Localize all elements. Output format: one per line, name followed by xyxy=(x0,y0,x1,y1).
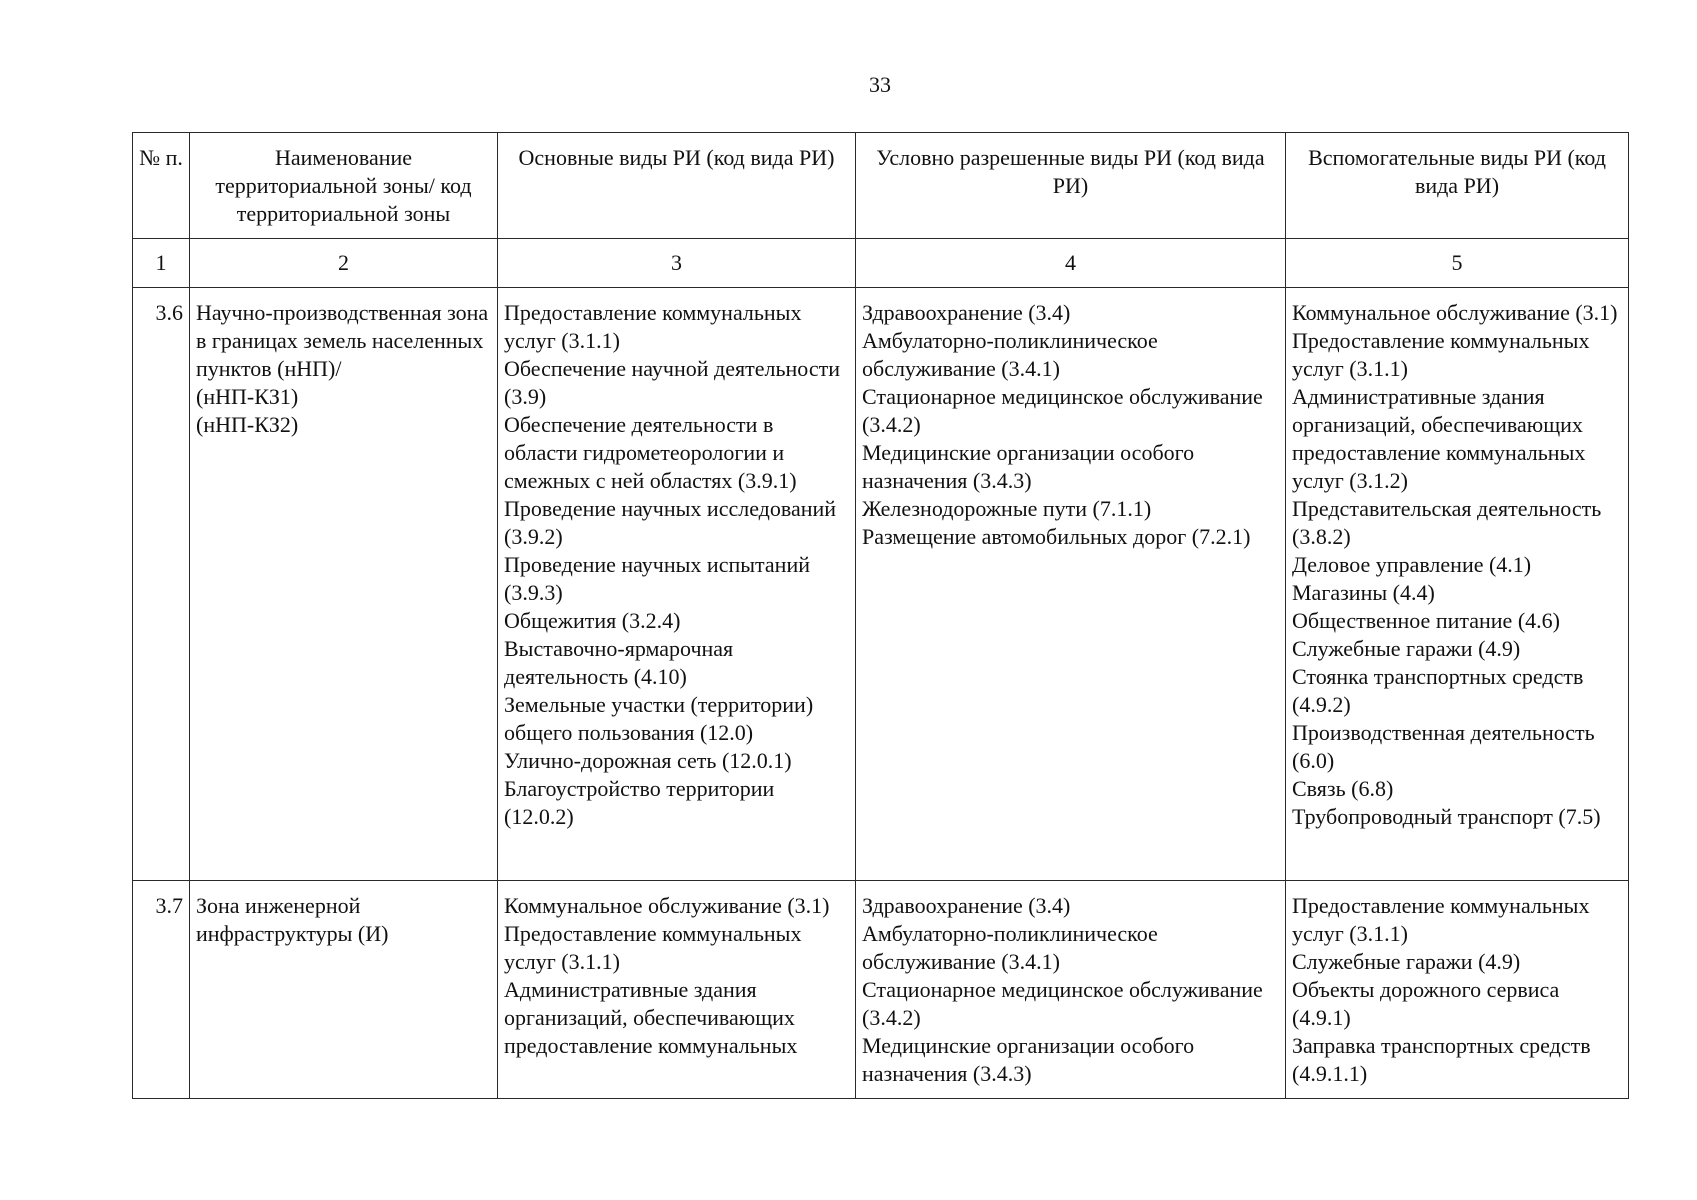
auxiliary-uses-cell xyxy=(1286,881,1629,1099)
header-main-uses: Основные виды РИ (код вида РИ) xyxy=(498,133,856,239)
main-uses-cell xyxy=(498,881,856,1099)
cell-entry: Проведение научных исследований (3.9.2) xyxy=(504,496,837,549)
column-number: 4 xyxy=(856,239,1286,288)
cell-entry: Зона инженерной инфраструктуры (И) xyxy=(196,893,389,946)
cell-entry: Представительская деятельность (3.8.2) xyxy=(1292,496,1602,549)
cell-entry: Здравоохранение (3.4) xyxy=(862,300,1071,325)
cell-entry: Предоставление коммунальных услуг (3.1.1) xyxy=(504,300,802,353)
cell-entry: Научно-производственная зона в границах земель населенных пунктов (нНП)/ xyxy=(196,300,489,381)
cell-entry: Выставочно-ярмарочная деятельность (4.10) xyxy=(504,636,734,689)
cell-entry: Медицинские организации особого назначения (3.4.3) xyxy=(862,440,1195,493)
row-number: 3.7 xyxy=(133,881,190,1099)
cell-entry: Общежития (3.2.4) xyxy=(504,608,681,633)
column-number: 5 xyxy=(1286,239,1629,288)
cell-entry: Земельные участки (территории) общего пользования (12.0) xyxy=(504,692,814,745)
conditional-uses-cell xyxy=(856,881,1286,1099)
cell-entry: Амбулаторно-поликлиническое обслуживание (3.4.1) xyxy=(862,921,1158,974)
conditional-uses-cell xyxy=(856,288,1286,881)
header-conditional-uses: Условно разрешенные виды РИ (код вида РИ) xyxy=(856,133,1286,239)
cell-entry: Трубопроводный транспорт (7.5) xyxy=(1292,804,1601,829)
row-number: 3.6 xyxy=(133,288,190,881)
auxiliary-uses-cell xyxy=(1286,288,1629,881)
header-zone-name: Наименование территориальной зоны/ код территориальной зоны xyxy=(190,133,498,239)
cell-entry: Административные здания организаций, обеспечивающих предоставление коммунальных услуг (3.1.2) xyxy=(1292,384,1586,493)
cell-entry: Обеспечение деятельности в области гидрометеорологии и смежных с ней областях (3.9.1) xyxy=(504,412,797,493)
page-number: 33 xyxy=(869,72,891,97)
column-number: 2 xyxy=(190,239,498,288)
cell-entry: Деловое управление (4.1) xyxy=(1292,552,1532,577)
cell-entry: Благоустройство территории (12.0.2) xyxy=(504,776,775,829)
cell-entry: Медицинские организации особого назначения (3.4.3) xyxy=(862,1033,1195,1086)
header-number: № п. xyxy=(133,133,190,239)
cell-entry: Здравоохранение (3.4) xyxy=(862,893,1071,918)
cell-entry: Общественное питание (4.6) xyxy=(1292,608,1560,633)
cell-entry: Обеспечение научной деятельности (3.9) xyxy=(504,356,840,409)
cell-entry: Коммунальное обслуживание (3.1) xyxy=(504,893,830,918)
cell-entry: Стационарное медицинское обслуживание (3.4.2) xyxy=(862,977,1263,1030)
cell-entry: Заправка транспортных средств (4.9.1.1) xyxy=(1292,1033,1591,1086)
cell-entry: Связь (6.8) xyxy=(1292,776,1394,801)
cell-entry: Служебные гаражи (4.9) xyxy=(1292,949,1521,974)
cell-entry: Предоставление коммунальных услуг (3.1.1) xyxy=(504,921,802,974)
cell-entry: Улично-дорожная сеть (12.0.1) xyxy=(504,748,792,773)
cell-entry: Амбулаторно-поликлиническое обслуживание (3.4.1) xyxy=(862,328,1158,381)
zone-name-cell xyxy=(190,288,498,881)
cell-entry: Коммунальное обслуживание (3.1) xyxy=(1292,300,1618,325)
cell-entry: Служебные гаражи (4.9) xyxy=(1292,636,1521,661)
cell-entry: Объекты дорожного сервиса (4.9.1) xyxy=(1292,977,1560,1030)
table-header-row xyxy=(133,133,1629,239)
header-auxiliary-uses: Вспомогательные виды РИ (код вида РИ) xyxy=(1286,133,1629,239)
column-number: 1 xyxy=(133,239,190,288)
cell-entry: Проведение научных испытаний (3.9.3) xyxy=(504,552,810,605)
cell-entry: Стационарное медицинское обслуживание (3.4.2) xyxy=(862,384,1263,437)
cell-entry: Стоянка транспортных средств (4.9.2) xyxy=(1292,664,1584,717)
cell-entry: Предоставление коммунальных услуг (3.1.1) xyxy=(1292,328,1590,381)
cell-entry: Производственная деятельность (6.0) xyxy=(1292,720,1595,773)
cell-entry: Предоставление коммунальных услуг (3.1.1) xyxy=(1292,893,1590,946)
cell-entry: (нНП-КЗ2) xyxy=(196,412,299,437)
main-uses-cell xyxy=(498,288,856,881)
cell-entry: Магазины (4.4) xyxy=(1292,580,1435,605)
table-row xyxy=(133,288,1629,881)
zones-table xyxy=(132,132,1629,1099)
table-row xyxy=(133,881,1629,1099)
column-number: 3 xyxy=(498,239,856,288)
cell-entry: (нНП-КЗ1) xyxy=(196,384,299,409)
cell-entry: Железнодорожные пути (7.1.1) xyxy=(862,496,1152,521)
cell-entry: Административные здания организаций, обеспечивающих предоставление коммунальных xyxy=(504,977,798,1058)
zone-name-cell xyxy=(190,881,498,1099)
cell-entry: Размещение автомобильных дорог (7.2.1) xyxy=(862,524,1251,549)
column-numbers-row xyxy=(133,239,1629,288)
